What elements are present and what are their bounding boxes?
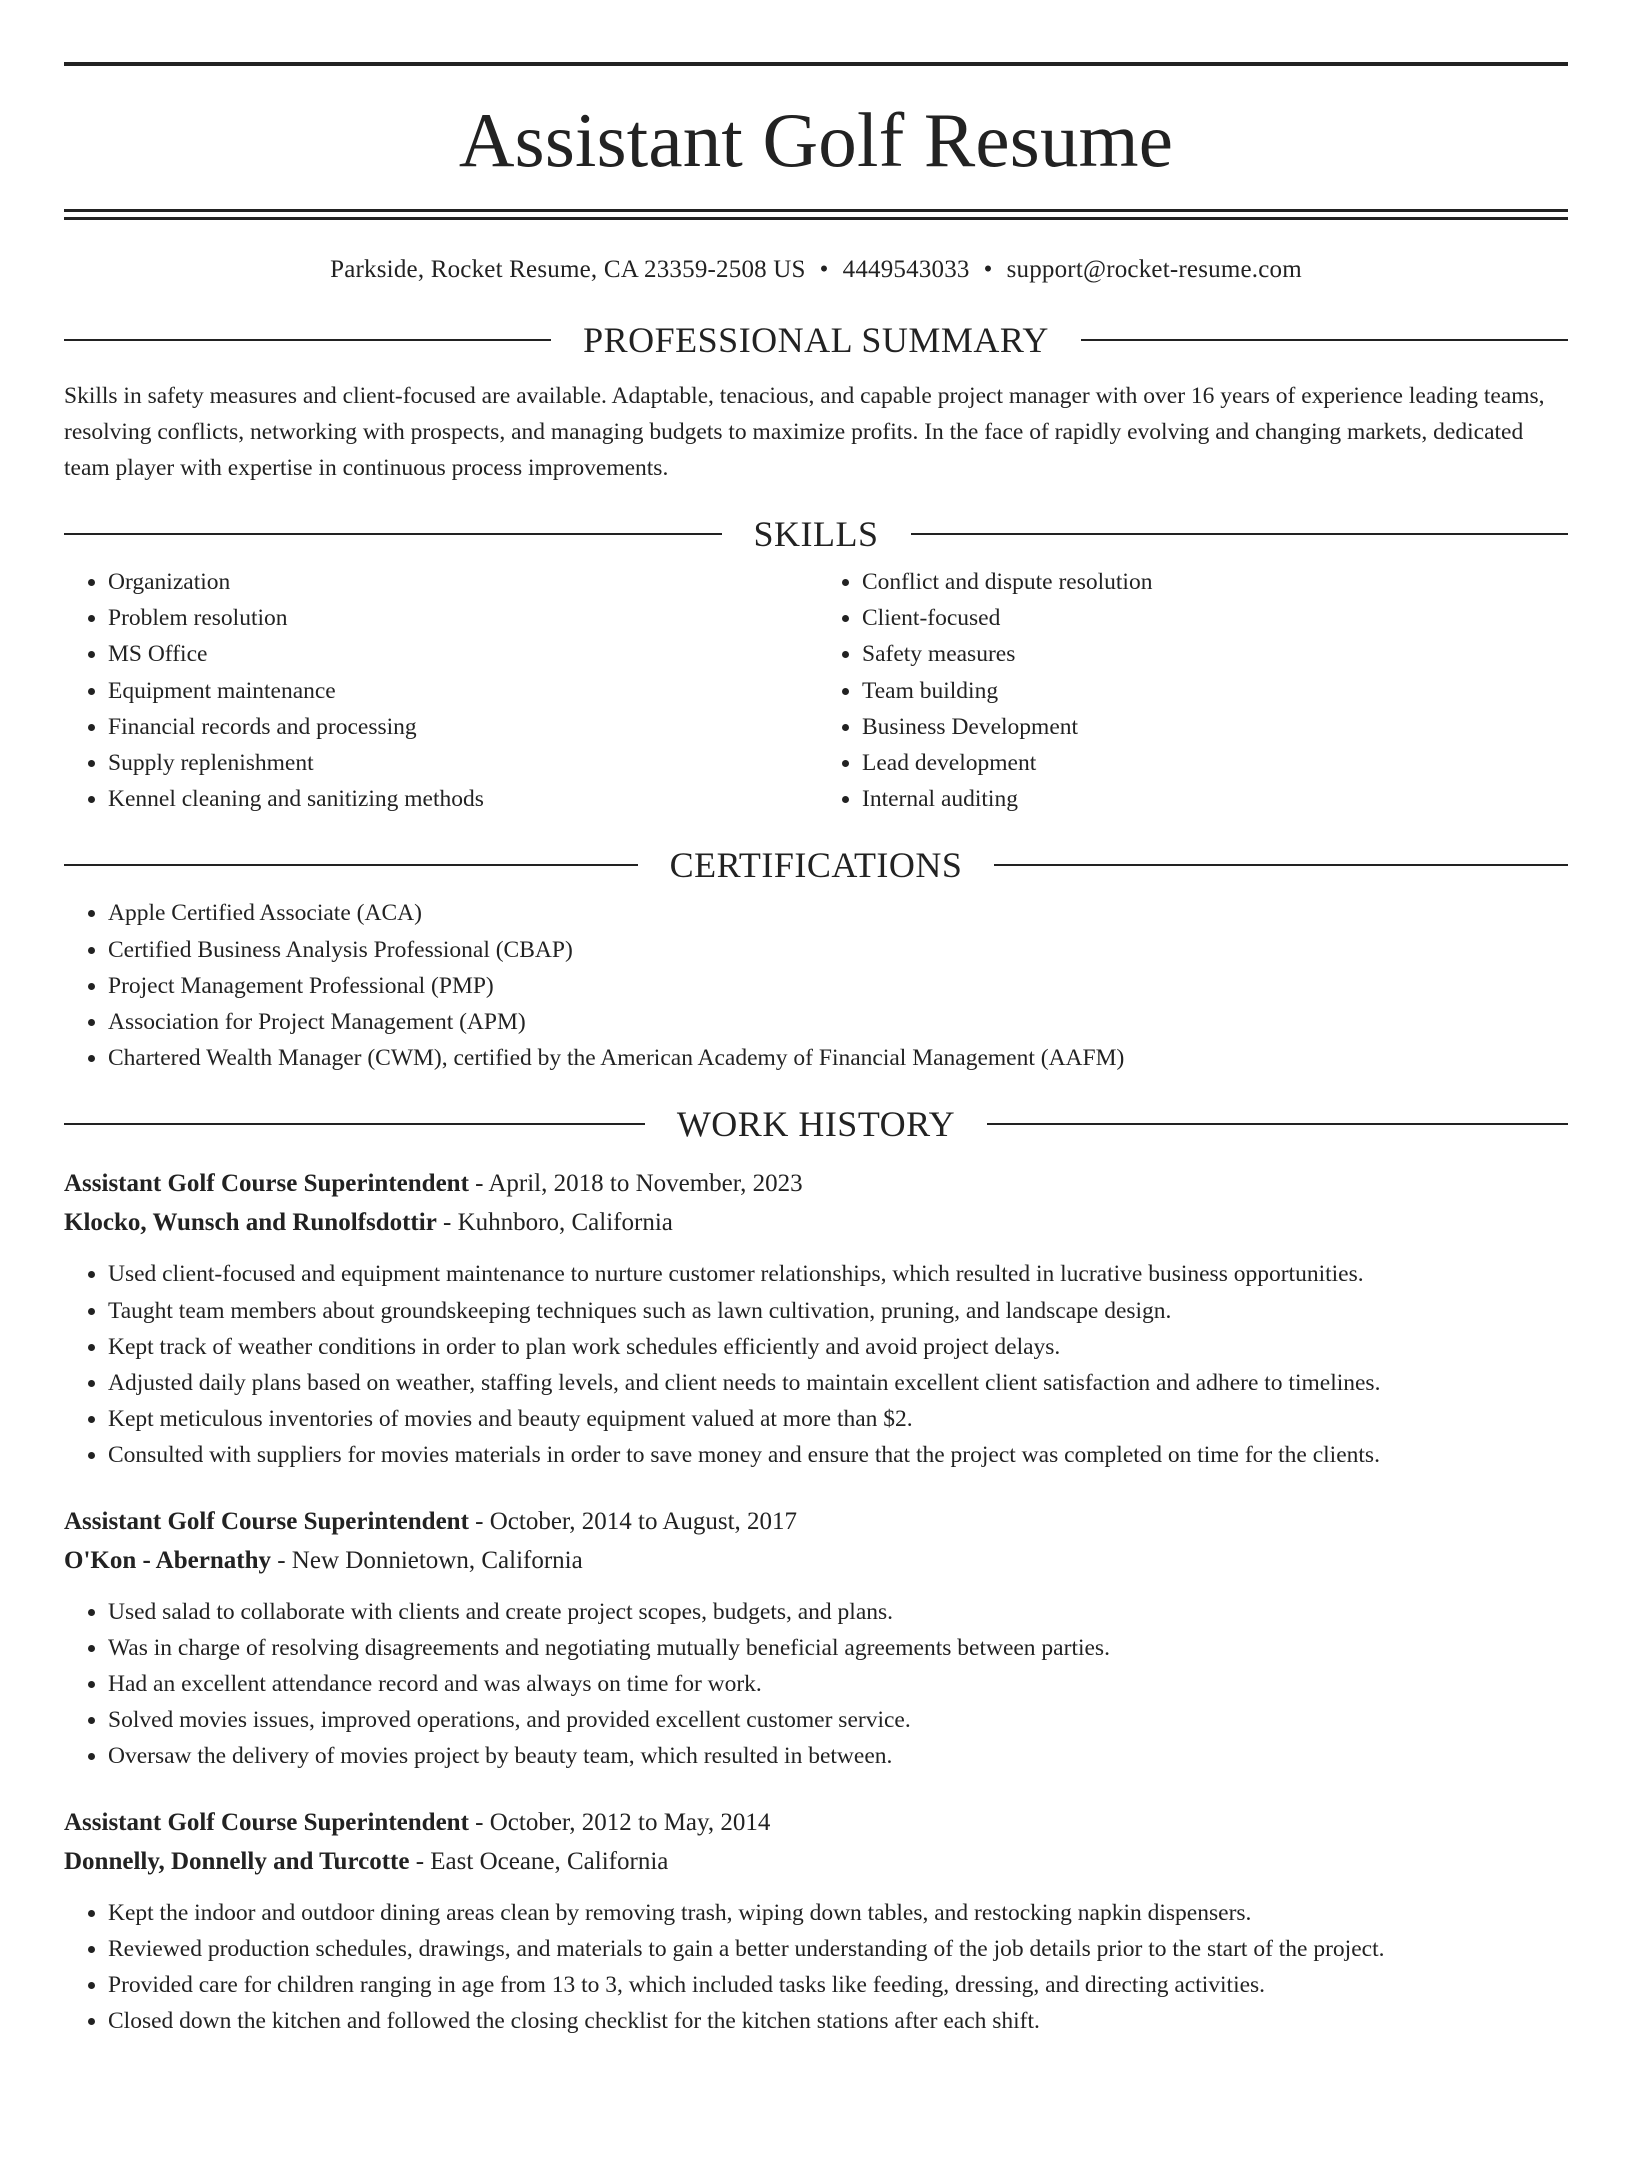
list-item: • Kennel cleaning and sanitizing methods <box>108 781 814 817</box>
heading-rule-left <box>64 1123 645 1125</box>
list-item: • Conflict and dispute resolution <box>862 564 1568 600</box>
certifications-title: CERTIFICATIONS <box>669 845 963 886</box>
list-item: • Used salad to collaborate with clients and create project scopes, budgets, and plans. <box>108 1594 1568 1630</box>
resume-page <box>0 62 1632 2174</box>
contact-separator: • <box>983 256 993 283</box>
job-entry <box>64 1803 1568 2040</box>
heading-rule-left <box>64 533 722 535</box>
list-item: • Was in charge of resolving disagreements and negotiating mutually beneficial agreements between parties. <box>108 1630 1568 1666</box>
job-entry <box>64 1502 1568 1775</box>
list-item: • Organization <box>108 564 814 600</box>
list-item: • Apple Certified Associate (ACA) <box>108 895 1568 931</box>
list-item: • Adjusted daily plans based on weather, staffing levels, and client needs to maintain excellent client satisfaction and adhere to timelines. <box>108 1365 1568 1401</box>
list-item: • Kept the indoor and outdoor dining areas clean by removing trash, wiping down tables, and restocking napkin dispensers. <box>108 1895 1568 1931</box>
job-location: - East Oceane, California <box>409 1847 669 1875</box>
summary-title: PROFESSIONAL SUMMARY <box>583 320 1049 360</box>
skills-title: SKILLS <box>753 514 879 554</box>
job-role: Assistant Golf Course Superintendent <box>64 1170 469 1198</box>
job-company: Donnelly, Donnelly and Turcotte <box>64 1847 410 1875</box>
list-item: • Internal auditing <box>862 781 1568 817</box>
work-title: WORK HISTORY <box>676 1104 956 1145</box>
list-item: • Taught team members about groundskeeping techniques such as lawn cultivation, pruning, and landscape design. <box>108 1293 1568 1329</box>
double-rule <box>64 209 1568 220</box>
list-item: • Kept meticulous inventories of movies and beauty equipment valued at more than $2. <box>108 1401 1568 1437</box>
contact-email: support@rocket-resume.com <box>1006 256 1302 283</box>
job-entry <box>64 1164 1568 1473</box>
resume-title: Assistant Golf Resume <box>458 97 1174 183</box>
list-item: • Provided care for children ranging in age from 13 to 3, which included tasks like feeding, dressing, and directing activities. <box>108 1967 1568 2003</box>
list-item: • Association for Project Management (APM) <box>108 1004 1568 1040</box>
skills-grid <box>64 552 1568 817</box>
skills-column-2 <box>814 564 1568 817</box>
list-item: • Solved movies issues, improved operations, and provided excellent customer service. <box>108 1702 1568 1738</box>
job-company-line <box>64 1203 1568 1242</box>
list-item: • Oversaw the delivery of movies project by beauty team, which resulted in between. <box>108 1738 1568 1774</box>
list-item: • Closed down the kitchen and followed the closing checklist for the kitchen stations after each shift. <box>108 2003 1568 2039</box>
list-item: • Project Management Professional (PMP) <box>108 968 1568 1004</box>
job-dates: - April, 2018 to November, 2023 <box>468 1170 803 1198</box>
list-item: • Lead development <box>862 745 1568 781</box>
job-role: Assistant Golf Course Superintendent <box>64 1808 469 1836</box>
job-company-line <box>64 1541 1568 1580</box>
list-item: • Had an excellent attendance record and was always on time for work. <box>108 1666 1568 1702</box>
job-company: Klocko, Wunsch and Runolfsdottir <box>64 1209 437 1237</box>
job-role: Assistant Golf Course Superintendent <box>64 1507 469 1535</box>
list-item: • Safety measures <box>862 636 1568 672</box>
list-item: • Financial records and processing <box>108 709 814 745</box>
work-heading <box>64 1104 1568 1145</box>
list-item: • Chartered Wealth Manager (CWM), certified by the American Academy of Financial Management (AAFM) <box>108 1040 1568 1076</box>
job-dates: - October, 2012 to May, 2014 <box>468 1808 771 1836</box>
list-item: • Kept track of weather conditions in order to plan work schedules efficiently and avoid project delays. <box>108 1329 1568 1365</box>
skills-column-1 <box>64 564 814 817</box>
heading-rule-right <box>1081 339 1568 341</box>
list-item: • Consulted with suppliers for movies materials in order to save money and ensure that the project was completed on time for the clients. <box>108 1437 1568 1473</box>
list-item: • Equipment maintenance <box>108 673 814 709</box>
job-dates: - October, 2014 to August, 2017 <box>468 1507 798 1535</box>
job-company-line <box>64 1842 1568 1881</box>
job-location: - New Donnietown, California <box>270 1546 583 1574</box>
list-item: • Supply replenishment <box>108 745 814 781</box>
job-role-line <box>64 1803 1568 1842</box>
list-item: • Used client-focused and equipment maintenance to nurture customer relationships, which resulted in lucrative business opportunities. <box>108 1256 1568 1292</box>
contact-separator: • <box>819 256 829 283</box>
list-item: • Reviewed production schedules, drawings, and materials to gain a better understanding of the job details prior to the start of the project. <box>108 1931 1568 1967</box>
job-bullets <box>64 1895 1568 2040</box>
list-item: • MS Office <box>108 636 814 672</box>
heading-rule-right <box>994 864 1568 866</box>
summary-heading <box>64 322 1568 358</box>
heading-rule-right <box>987 1123 1568 1125</box>
job-company: O'Kon - Abernathy <box>64 1546 271 1574</box>
contact-line <box>64 256 1568 284</box>
certifications-heading <box>64 845 1568 886</box>
heading-rule-right <box>911 533 1569 535</box>
list-item: • Team building <box>862 673 1568 709</box>
heading-rule-left <box>64 864 638 866</box>
top-rule <box>64 62 1568 66</box>
contact-phone: 4449543033 <box>842 256 970 283</box>
list-item: • Business Development <box>862 709 1568 745</box>
list-item: • Problem resolution <box>108 600 814 636</box>
job-role-line <box>64 1502 1568 1541</box>
heading-rule-left <box>64 339 551 341</box>
certifications-list <box>64 895 1568 1076</box>
contact-address: Parkside, Rocket Resume, CA 23359-2508 US <box>330 256 806 283</box>
job-role-line <box>64 1164 1568 1203</box>
summary-text: Skills in safety measures and client-focused are available. Adaptable, tenacious, and capable project manager with over 16 years of experience leading teams, resolving conflicts, networking with prospects, and managing budgets to maximize profits. In the face of rapidly evolving and changing markets, dedicated team player with expertise in continuous process improvements. <box>64 383 1545 481</box>
list-item: • Certified Business Analysis Professional (CBAP) <box>108 932 1568 968</box>
skills-heading <box>64 516 1568 552</box>
job-bullets <box>64 1594 1568 1775</box>
list-item: • Client-focused <box>862 600 1568 636</box>
job-location: - Kuhnboro, California <box>436 1209 673 1237</box>
job-bullets <box>64 1256 1568 1473</box>
